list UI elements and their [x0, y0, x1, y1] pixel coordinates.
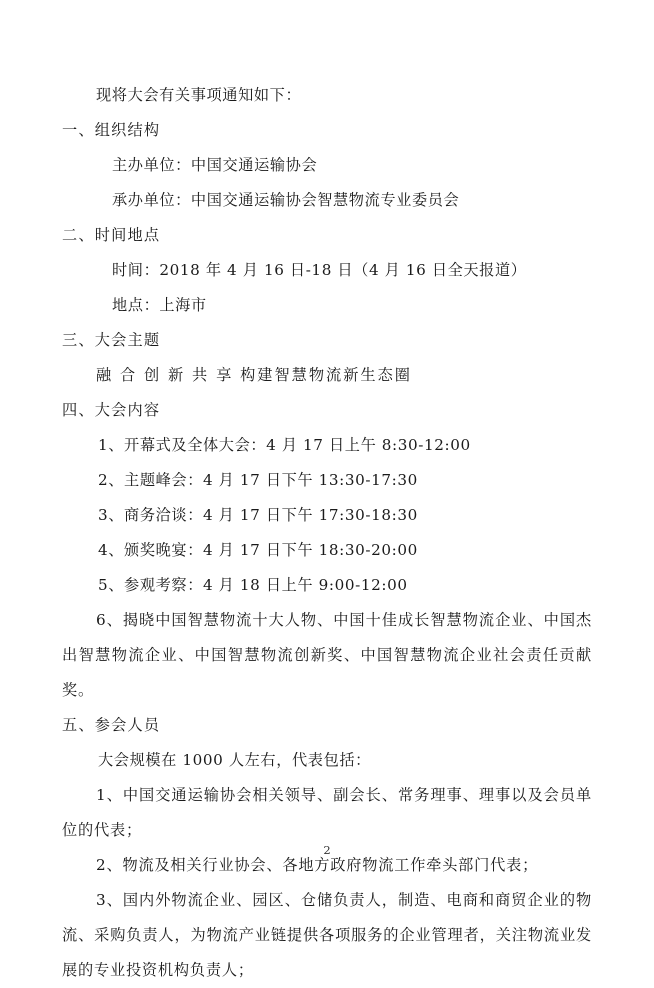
- section-heading-1: 一、组织结构: [62, 121, 161, 139]
- section-4-item-3: 3、商务洽谈：4 月 17 日下午 17:30-18:30: [98, 506, 418, 524]
- section-5-item-1: 1、中国交通运输协会相关领导、副会长、常务理事、理事以及会员单位的代表；: [62, 786, 592, 839]
- section-1-line-1: 主办单位：中国交通运输协会: [112, 156, 318, 174]
- intro-paragraph: 现将大会有关事项通知如下：: [96, 86, 302, 104]
- section-5-item-3: 3、国内外物流企业、园区、仓储负责人，制造、电商和商贸企业的物流、采购负责人，为物流产业链提供各项服务的企业管理者，关注物流业发展的专业投资机构负责人；: [62, 891, 592, 979]
- conference-theme: 融 合 创 新 共 享 构建智慧物流新生态圈: [96, 366, 412, 384]
- page-number: 2: [323, 843, 331, 857]
- section-4-item-6: 6、揭晓中国智慧物流十大人物、中国十佳成长智慧物流企业、中国杰出智慧物流企业、中国智慧物流创新奖、中国智慧物流企业社会责任贡献奖。: [62, 611, 592, 699]
- section-2-line-2: 地点：上海市: [112, 296, 207, 314]
- section-heading-2: 二、时间地点: [62, 226, 161, 244]
- section-heading-5: 五、参会人员: [62, 716, 161, 734]
- section-4-item-4: 4、颁奖晚宴：4 月 17 日下午 18:30-20:00: [98, 541, 418, 559]
- section-1-line-2: 承办单位：中国交通运输协会智慧物流专业委员会: [112, 191, 460, 209]
- section-4-item-2: 2、主题峰会：4 月 17 日下午 13:30-17:30: [98, 471, 418, 489]
- section-heading-3: 三、大会主题: [62, 331, 161, 349]
- section-5-scale: 大会规模在 1000 人左右，代表包括：: [98, 751, 371, 769]
- section-5-item-2: 2、物流及相关行业协会、各地方政府物流工作牵头部门代表；: [96, 856, 539, 874]
- section-2-line-1: 时间：2018 年 4 月 16 日-18 日（4 月 16 日全天报道）: [112, 261, 527, 279]
- section-4-item-1: 1、开幕式及全体大会：4 月 17 日上午 8:30-12:00: [98, 436, 471, 454]
- section-heading-4: 四、大会内容: [62, 401, 161, 419]
- section-4-item-5: 5、参观考察：4 月 18 日上午 9:00-12:00: [98, 576, 408, 594]
